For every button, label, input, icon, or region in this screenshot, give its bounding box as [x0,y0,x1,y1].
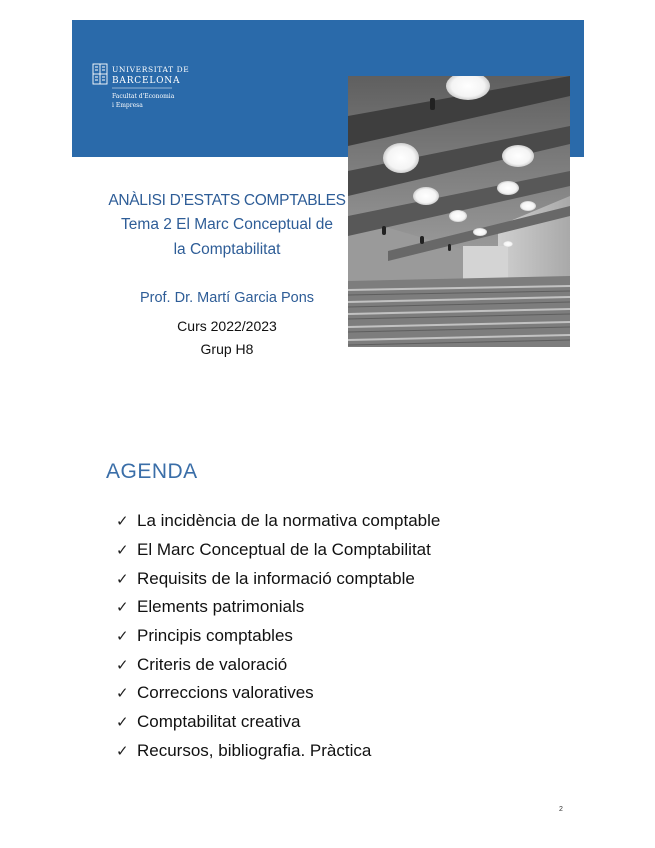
agenda-list [116,507,440,765]
course-group: Grup H8 [200,341,254,357]
checkmark-icon: ✓ [116,569,129,588]
professor-name: Prof. Dr. Martí Garcia Pons [139,290,315,306]
checkmark-icon: ✓ [116,512,129,531]
checkmark-icon: ✓ [116,541,129,560]
logo-line3: Facultat d'Economia [112,93,175,100]
agenda-item: ✓ Requisits de la informació comptable [116,568,415,588]
checkmark-icon: ✓ [116,627,129,646]
agenda-item: ✓ La incidència de la normativa comptable [116,511,441,531]
title-slide [72,20,584,404]
checkmark-icon: ✓ [116,741,129,760]
checkmark-icon: ✓ [116,684,129,703]
agenda-item: ✓ El Marc Conceptual de la Comptabilitat [116,540,431,560]
university-logo [92,62,222,116]
logo-line4: i Empresa [112,102,143,109]
title-block [72,190,382,262]
checkmark-icon: ✓ [116,655,129,674]
agenda-item: ✓ Principis comptables [116,626,293,646]
page-number: 2 [559,806,563,813]
topic-title-line1: Tema 2 El Marc Conceptual de [121,216,333,233]
crest-icon [93,64,107,84]
course-year: Curs 2022/2023 [177,318,277,334]
agenda-item: ✓ Elements patrimonials [116,597,305,617]
agenda-item: ✓ Recursos, bibliografia. Pràctica [116,740,372,760]
agenda-item: ✓ Correccions valoratives [116,683,314,703]
course-title: ANÀLISI D’ESTATS COMPTABLES [108,192,346,209]
course-info [72,315,382,361]
checkmark-icon: ✓ [116,713,129,732]
agenda-slide [72,428,584,812]
checkmark-icon: ✓ [116,598,129,617]
topic-title-line2: la Comptabilitat [173,241,281,258]
logo-line2: BARCELONA [112,76,181,86]
agenda-item: ✓ Criteris de valoració [116,654,288,674]
agenda-item: ✓ Comptabilitat creativa [116,712,301,732]
agenda-title: AGENDA [106,460,198,483]
logo-line1: UNIVERSITAT DE [112,65,190,74]
